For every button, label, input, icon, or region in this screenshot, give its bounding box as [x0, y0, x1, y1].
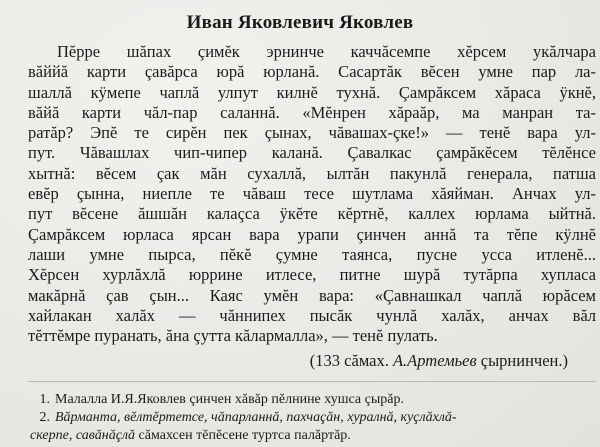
task-text: Малалла И.Я.Яковлев çинчен хăвăр пĕлнине хушса çырăр.	[55, 392, 404, 407]
task-text: сăмахсен тĕпĕсене туртса палăртăр.	[135, 428, 351, 443]
text-line: пут вĕсене ăшшăн калаçса ÿкĕте кĕртнĕ, каллех юрлама ыйтнă.	[28, 204, 596, 224]
text-body	[28, 42, 596, 346]
task-text: Вăрманта, вĕлтĕртетсе, чăпарланнă, пахчаçăн, хуралнă, куçлăхлă-	[55, 410, 457, 425]
text-line: пут. Чăвашлах чип-чипер каланă. Çавалкас çамрăкĕсем тĕлĕнсе	[28, 143, 596, 163]
text-line: хытнă: вĕсем çак мăн сухаллă, ылтăн пакунлă генерала, патша	[28, 163, 596, 183]
text-line: Çамрăксем юрласа ярсан вара урапи çинчен аннă та тĕпе кÿлнĕ	[28, 224, 596, 244]
text-line: макăрнă çав çын... Каяс умĕн вара: «Çавнашкал чаплă юрăсем	[28, 285, 596, 305]
source-author: А.Артемьев	[392, 351, 477, 370]
task-number: 1.	[39, 392, 50, 407]
text-line: хайлакан халăх — чăннипех пысăк чунлă халăх, анчах вăл	[28, 305, 596, 325]
task-number: 2.	[39, 410, 50, 425]
page-title: Иван Яковлевич Яковлев	[186, 12, 414, 33]
text-line: Пĕрре шăпах çимĕк эрнинче каччăсемпе хĕрсем укăлчара	[57, 42, 596, 61]
source-prefix: (133 сăмах.	[309, 351, 393, 370]
text-line: Хĕрсен хурлăхлă юррине итлесе, питне шурă тутăрпа хупласа	[28, 265, 596, 285]
task-text: скерпе, савăнăçлă	[30, 428, 136, 443]
source-citation	[310, 351, 568, 371]
text-line: ратăр? Эпĕ те сирĕн пек çынах, чăвашах-çке!» — тенĕ вара ул-	[28, 123, 596, 143]
source-suffix: çырнинчен.)	[476, 351, 568, 370]
text-line: тĕттĕмре пуранать, ăна çутта кăлармалла», — тенĕ пулать.	[28, 326, 438, 346]
task-item	[30, 409, 598, 427]
text-line: вăййă карти çавăрса юрă юрланă. Сасартăк вĕсен умне пар ла-	[28, 62, 596, 82]
text-line: шаллă кÿмепе чаплă улпут килнĕ тухнă. Çамрăксем хăраса ÿкнĕ,	[28, 82, 596, 102]
section-divider	[28, 381, 596, 382]
text-line: вăйă карти чăл-пар саланнă. «Мĕнрен хăраăр, ма манран та-	[28, 102, 596, 122]
task-item	[30, 391, 598, 409]
text-line: евĕр çынна, ниепле те чăваш тесе шутлама хăяйман. Анчах ул-	[28, 184, 596, 204]
task-list	[30, 391, 598, 445]
task-item-continuation	[30, 427, 598, 445]
text-line: лаши умне пырса, пĕкĕ çумне таянса, пусне усса итленĕ...	[28, 244, 596, 264]
